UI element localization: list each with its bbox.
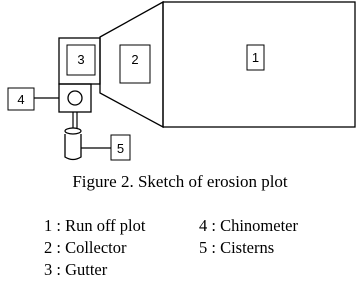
chinometer-box [59, 84, 91, 112]
legend-item-collector: 2 : Collector [44, 238, 127, 257]
legend-item-run-off-plot: 1 : Run off plot [44, 216, 146, 235]
chinometer-dial [68, 91, 82, 105]
label-3: 3 [77, 52, 85, 67]
legend-item-chinometer: 4 : Chinometer [199, 216, 298, 235]
cistern-lid [65, 128, 81, 134]
legend-item-cisterns: 5 : Cisterns [199, 238, 275, 257]
label-4: 4 [17, 92, 25, 107]
label-5: 5 [116, 141, 125, 156]
legend-item-gutter: 3 : Gutter [44, 260, 108, 279]
figure-caption: Figure 2. Sketch of erosion plot [72, 172, 288, 191]
cistern-body [65, 134, 81, 160]
label-1: 1 [251, 50, 260, 65]
label-2: 2 [131, 52, 139, 67]
